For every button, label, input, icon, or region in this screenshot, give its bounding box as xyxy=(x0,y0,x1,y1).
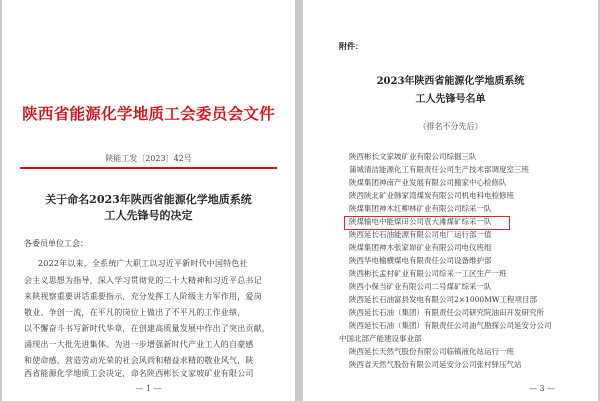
document-headline: 陕西省能源化学地质工会委员会文件 xyxy=(22,104,275,123)
list-item: 陕西小保当矿业有限公司二号煤矿综采一队 xyxy=(349,282,492,291)
list-item: 陕煤集团神南产业发展有限公司搬家中心检修队 xyxy=(349,178,507,187)
salutation: 各委员单位工会： xyxy=(24,239,88,248)
body-line: 涌现出一大批先进集体。为进一步增强新时代产业工人的自豪感 xyxy=(24,340,254,349)
page-number: — 1 — xyxy=(135,384,162,393)
list-item: 蒲城清洁能源化工有限责任公司生产技术部调度室三班 xyxy=(349,165,529,174)
list-item-highlighted: 陕西延长石油能源有限公司电厂运行部一值 xyxy=(349,230,492,239)
list-item: 陕西彬长孟村矿业有限公司综采一工区生产一班 xyxy=(349,269,507,278)
list-item: 陕西延长石油富县发电有限公司2×1000MW工程项目部 xyxy=(349,295,538,304)
decision-title-line-2: 工人先锋号的决定 xyxy=(104,209,193,222)
body-line: 2022年以来，全系统广大职工以习近平新时代中国特色社 xyxy=(38,259,248,268)
page-number: — 3 — xyxy=(529,384,556,393)
body-line: 和使命感，营造劳动光荣的社会风尚和精益求精的敬业风气，陕 xyxy=(24,356,254,365)
list-item: 陕西陕北矿业韩家湾煤炭有限公司机电科电检修班 xyxy=(349,191,514,200)
list-item: 陕西延长石油（集团）有限责任公司研究院油田开发研究所 xyxy=(349,308,544,317)
list-title-line-2: 工人先锋号名单 xyxy=(415,94,486,105)
list-item: 陕西彬长文家坡矿业有限公司综掘三队 xyxy=(349,152,477,161)
decision-title-line-1: 关于命名2023年陕西省能源化学地质系统 xyxy=(45,193,252,206)
body-line: 会主义思想为指导，深入学习贯彻党的二十大精神和习近平总书记 xyxy=(24,276,262,285)
list-item: 陕西华电榆横煤电有限责任公司设备维护部 xyxy=(349,256,492,265)
list-item: 陕西省天然气股份有限公司延安分公司张村驿压气站 xyxy=(349,360,522,369)
list-title-line-1: 2023年陕西省能源化学地质系统 xyxy=(376,76,525,87)
list-item: 陕煤输电中能煤田公司袁大滩煤矿综采一队 xyxy=(349,217,492,226)
document-number: 陕能工发〔2023〕42号 xyxy=(105,154,192,163)
red-divider-line xyxy=(20,167,277,169)
body-line: 敬业、争创一流，在平凡的岗位上做出了不平凡的工作业绩， xyxy=(24,308,246,317)
body-line: 西省能源化学地质工会决定，命名陕西彬长文家坡矿业有限公司 xyxy=(24,369,254,378)
highlight-box xyxy=(344,216,510,230)
page-left xyxy=(2,0,295,401)
list-item: 陕煤集团神木红柳林矿业有限公司综采一队 xyxy=(349,204,492,213)
list-item: 陕西延长石油（集团）有限责任公司油气勘探公司延安分公司 xyxy=(349,321,552,330)
body-line: 来陕视察重要讲话重要指示，充分发挥工人阶级主力军作用，爱岗 xyxy=(24,292,262,301)
body-line: 以不懈奋斗书写新时代华章，在创建高质量发展中作出了突出贡献， xyxy=(24,324,270,333)
list-item-continuation: 中国北部产能建设事业部 xyxy=(339,334,422,343)
attachment-label: 附件： xyxy=(339,41,363,51)
page-right xyxy=(303,0,598,401)
list-item: 陕西延长天然气股份有限公司临镇液化站运行一班 xyxy=(349,347,514,356)
list-item: 陕煤集团神木张家峁矿业有限公司电仪班组 xyxy=(349,243,492,252)
order-note: （排名不分先后） xyxy=(418,122,483,131)
